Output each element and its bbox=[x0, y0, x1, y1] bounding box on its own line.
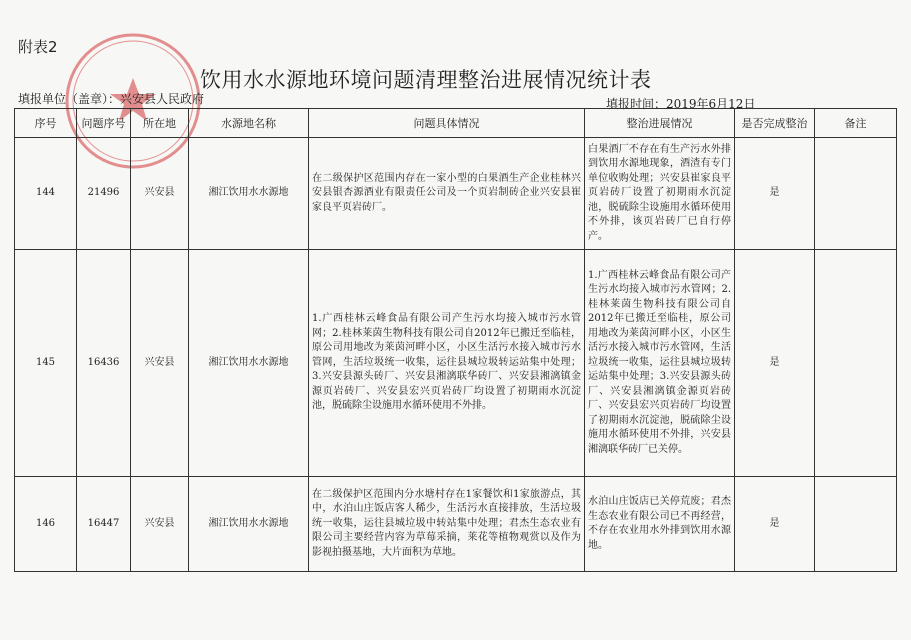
column-header-seq: 序号 bbox=[15, 109, 77, 138]
cell-completed: 是 bbox=[735, 138, 815, 250]
page-title: 饮用水水源地环境问题清理整治进展情况统计表 bbox=[200, 68, 652, 92]
column-header-problem-no: 问题序号 bbox=[77, 109, 131, 138]
column-header-completed: 是否完成整治 bbox=[735, 109, 815, 138]
column-header-remark: 备注 bbox=[815, 109, 897, 138]
cell-location: 兴安县 bbox=[131, 138, 189, 250]
cell-problem-no: 16447 bbox=[77, 477, 131, 572]
cell-location: 兴安县 bbox=[131, 477, 189, 572]
table-row bbox=[15, 477, 897, 572]
cell-seq: 144 bbox=[15, 138, 77, 250]
cell-source-name: 湘江饮用水水源地 bbox=[189, 250, 309, 477]
table-header-row bbox=[15, 109, 897, 138]
attachment-label: 附表2 bbox=[18, 38, 58, 56]
cell-seq: 145 bbox=[15, 250, 77, 477]
column-header-progress: 整治进展情况 bbox=[585, 109, 735, 138]
cell-remark bbox=[815, 477, 897, 572]
cell-problem: 在二级保护区范围内存在一家小型的白果酒生产企业桂林兴安县银杏源酒业有限责任公司及一个页岩制砖企业兴安县崔家良平页岩砖厂。 bbox=[309, 138, 585, 250]
cell-location: 兴安县 bbox=[131, 250, 189, 477]
cell-problem: 1.广西桂林云峰食品有限公司产生污水均接入城市污水管网；2.桂林莱茵生物科技有限公司自2012年已搬迁至临桂，原公司用地改为莱茵河畔小区，小区生活污水接入城市污水管网，生活垃圾统一收集，运往县城垃圾转运站集中处理；3.兴安县源头砖厂、兴安县湘漓联华砖厂、兴安县湘漓镇金源页岩砖厂、兴安县宏兴页岩砖厂均设置了初期雨水沉淀池，脱硫除尘设施用水循环使用不外排。 bbox=[309, 250, 585, 477]
column-header-problem: 问题具体情况 bbox=[309, 109, 585, 138]
column-header-location: 所在地 bbox=[131, 109, 189, 138]
table-row bbox=[15, 138, 897, 250]
cell-seq: 146 bbox=[15, 477, 77, 572]
cell-progress: 白果酒厂不存在有生产污水外排到饮用水源地现象，酒渣有专门单位收购处理；兴安县崔家良平页岩砖厂设置了初期雨水沉淀池，脱硫除尘设施用水循环使用不外排，该页岩砖厂已自行停产。 bbox=[585, 138, 735, 250]
cell-source-name: 湘江饮用水水源地 bbox=[189, 477, 309, 572]
cell-problem-no: 21496 bbox=[77, 138, 131, 250]
cell-remark bbox=[815, 250, 897, 477]
column-header-source-name: 水源地名称 bbox=[189, 109, 309, 138]
table-row bbox=[15, 250, 897, 477]
cell-problem-no: 16436 bbox=[77, 250, 131, 477]
reporting-date: 填报时间：2019年6月12日 bbox=[606, 97, 756, 111]
progress-table bbox=[14, 108, 897, 572]
cell-completed: 是 bbox=[735, 250, 815, 477]
cell-progress: 水泊山庄饭店已关停荒废；君杰生态农业有限公司已不再经营，不存在农业用水外排到饮用水源地。 bbox=[585, 477, 735, 572]
cell-remark bbox=[815, 138, 897, 250]
cell-completed: 是 bbox=[735, 477, 815, 572]
cell-source-name: 湘江饮用水水源地 bbox=[189, 138, 309, 250]
cell-problem: 在二级保护区范围内分水塘村存在1家餐饮和1家旅游点，其中，水泊山庄饭店客人稀少，生活污水直接排放，生活垃圾统一收集，运往县城垃圾中转站集中处理；君杰生态农业有限公司主要经营内容为草莓采摘，莱花等植物观赏以及作为影视拍摄基地，大片面积为草地。 bbox=[309, 477, 585, 572]
cell-progress: 1.广西桂林云峰食品有限公司产生污水均接入城市污水管网；2.桂林莱茵生物科技有限公司自2012年已搬迁至临桂，原公司用地改为莱茵河畔小区，小区生活污水接入城市污水管网，生活垃圾统一收集，运往县城垃圾转运站集中处理；3.兴安县源头砖厂、兴安县湘漓镇金源页岩砖厂、兴安县宏兴页岩砖厂均设置了初期雨水沉淀池，脱硫除尘设施用水循环使用不外排，兴安县湘漓联华砖厂已关停。 bbox=[585, 250, 735, 477]
reporting-unit: 填报单位（盖章）：兴安县人民政府 bbox=[18, 92, 205, 106]
